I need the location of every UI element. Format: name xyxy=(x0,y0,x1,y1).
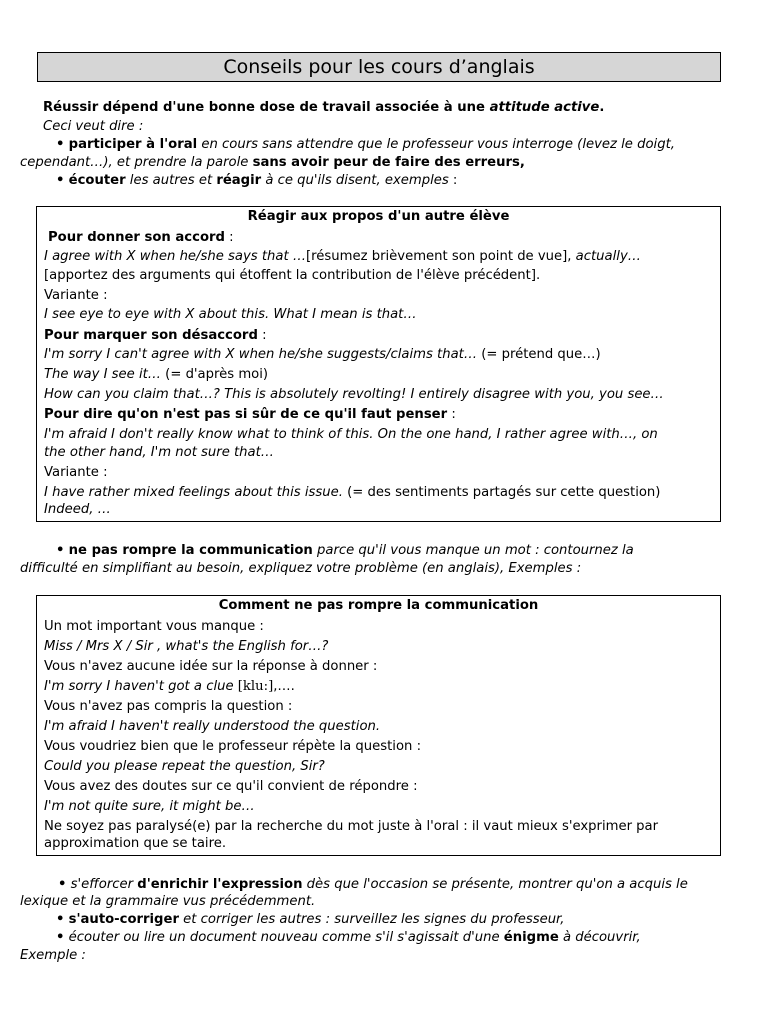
point-ecouter-text: les autres et xyxy=(125,173,217,188)
phrase-clue-end: ,…. xyxy=(273,679,295,694)
point-communication-cont: difficulté en simplifiant au besoin, expliquez votre problème (en anglais), Exemples : xyxy=(20,561,582,576)
point-participer-text: en cours sans attendre que le professeur vous interroge (levez le doigt, xyxy=(197,137,675,152)
point-communication-text: parce qu'il vous manque un mot : contournez la xyxy=(312,543,634,558)
box-reagir-l1 xyxy=(44,248,641,266)
bullet-icon: • xyxy=(56,137,65,152)
box-reagir-l10: Indeed, … xyxy=(44,502,111,517)
bullet-icon: • xyxy=(56,543,65,558)
box-reagir-l5 xyxy=(44,366,268,384)
point-communication xyxy=(56,542,634,560)
note-pretend: (= prétend que…) xyxy=(477,347,601,362)
phrase-way: The way I see it… xyxy=(44,367,161,382)
box-communication-title: Comment ne pas rompre la communication xyxy=(218,598,539,613)
box-communication-l8: Could you please repeat the question, Sir? xyxy=(44,759,325,774)
bullet-icon: • xyxy=(56,173,65,188)
phrase-agree: I agree with X when he/she says that … xyxy=(44,249,307,264)
heading-colon: : xyxy=(447,407,456,422)
box-reagir-variante-1: Variante : xyxy=(44,288,108,303)
point-autocorriger-text: et corriger les autres : surveillez les signes du professeur, xyxy=(178,912,565,927)
box-communication-l4 xyxy=(44,678,295,696)
point-enrichir-lead: s'efforcer xyxy=(70,877,138,892)
point-participer-bold: sans avoir peur de faire des erreurs, xyxy=(252,155,525,170)
box-reagir xyxy=(36,206,721,522)
box-communication-l5: Vous n'avez pas compris la question : xyxy=(44,699,293,714)
box-communication-l1: Un mot important vous manque : xyxy=(44,619,264,634)
point-enigme-end: à découvrir, xyxy=(558,930,641,945)
box-reagir-title: Réagir aux propos d'un autre élève xyxy=(247,209,510,224)
point-autocorriger-title: s'auto-corriger xyxy=(68,912,179,927)
box-communication-l12: approximation que se taire. xyxy=(44,836,227,851)
point-exemple: Exemple : xyxy=(20,948,86,963)
phrase-sorry: I'm sorry I can't agree with X when he/she suggests/claims that… xyxy=(44,347,478,362)
box-communication-l6: I'm afraid I haven't really understood the question. xyxy=(44,719,381,734)
point-autocorriger xyxy=(56,911,564,929)
point-enrichir-text: dès que l'occasion se présente, montrer qu'on a acquis le xyxy=(302,877,688,892)
box-reagir-l9 xyxy=(44,484,660,502)
point-enigme-bold: énigme xyxy=(503,930,559,945)
point-participer xyxy=(56,136,675,154)
box-communication-l7: Vous voudriez bien que le professeur répète la question : xyxy=(44,739,422,754)
heading-pas-sur: Pour dire qu'on n'est pas si sûr de ce qu'il faut penser xyxy=(44,407,448,422)
point-reagir-colon: : xyxy=(448,173,458,188)
phonetic-clue: [klu:] xyxy=(237,679,274,694)
box-communication xyxy=(36,595,721,856)
box-reagir-l3: I see eye to eye with X about this. What I mean is that… xyxy=(44,307,417,322)
bullet-icon: • xyxy=(58,877,67,892)
intro-emphasis: attitude active xyxy=(489,100,600,115)
point-enrichir-title: d'enrichir l'expression xyxy=(137,877,303,892)
point-reagir-text: à ce qu'ils disent, exemples xyxy=(261,173,449,188)
bullet-icon: • xyxy=(56,930,65,945)
phrase-mixed: I have rather mixed feelings about this issue. xyxy=(44,485,343,500)
point-ecouter xyxy=(56,172,457,190)
heading-desaccord: Pour marquer son désaccord xyxy=(44,328,258,343)
box-reagir-l8: the other hand, I'm not sure that… xyxy=(44,445,274,460)
point-enigme xyxy=(56,929,641,947)
note-dapres: (= d'après moi) xyxy=(160,367,269,382)
heading-colon: : xyxy=(257,328,267,343)
box-reagir-l6: How can you claim that…? This is absolutely revolting! I entirely disagree with you, you see… xyxy=(44,387,664,402)
box-communication-l11: Ne soyez pas paralysé(e) par la recherche du mot juste à l'oral : il vaut mieux s'exprimer par xyxy=(44,819,659,834)
box-reagir-l7: I'm afraid I don't really know what to think of this. On the one hand, I rather agree with…, on xyxy=(44,427,658,442)
box-reagir-h1 xyxy=(48,229,234,247)
point-participer-cont xyxy=(20,154,525,172)
box-reagir-h2 xyxy=(44,327,267,345)
point-participer-title: participer à l'oral xyxy=(68,137,198,152)
box-communication-l9: Vous avez des doutes sur ce qu'il convient de répondre : xyxy=(44,779,418,794)
point-reagir-title: réagir xyxy=(216,173,262,188)
note-sentiments: (= des sentiments partagés sur cette question) xyxy=(342,485,661,500)
intro-line-1 xyxy=(43,99,604,117)
point-ecouter-title: écouter xyxy=(68,173,126,188)
intro-line-2: Ceci veut dire : xyxy=(43,119,144,134)
phrase-clue: I'm sorry I haven't got a clue xyxy=(44,679,238,694)
box-reagir-l2: [apportez des arguments qui étoffent la contribution de l'élève précédent]. xyxy=(44,268,541,283)
point-enrichir-cont: lexique et la grammaire vus précédemment. xyxy=(20,894,316,909)
box-communication-l3: Vous n'avez aucune idée sur la réponse à donner : xyxy=(44,659,378,674)
heading-accord: Pour donner son accord xyxy=(48,230,225,245)
note-resumez: [résumez brièvement son point de vue], xyxy=(306,249,576,264)
bullet-icon: • xyxy=(56,912,65,927)
intro-text: Réussir dépend d'une bonne dose de travail associée à une xyxy=(43,100,490,115)
heading-colon: : xyxy=(224,230,234,245)
box-reagir-l4 xyxy=(44,346,601,364)
page-title: Conseils pour les cours d’anglais xyxy=(37,52,721,82)
point-participer-text-2: cependant…), et prendre la parole xyxy=(20,155,253,170)
box-communication-l2: Miss / Mrs X / Sir , what's the English for…? xyxy=(44,639,329,654)
box-reagir-h3 xyxy=(44,406,456,424)
box-communication-l10: I'm not quite sure, it might be… xyxy=(44,799,255,814)
point-enrichir xyxy=(58,876,688,894)
box-reagir-variante-2: Variante : xyxy=(44,465,108,480)
point-enigme-text: écouter ou lire un document nouveau comme s'il s'agissait d'une xyxy=(68,930,504,945)
point-communication-title: ne pas rompre la communication xyxy=(68,543,313,558)
phrase-actually: actually… xyxy=(575,249,641,264)
intro-period: . xyxy=(599,100,605,115)
